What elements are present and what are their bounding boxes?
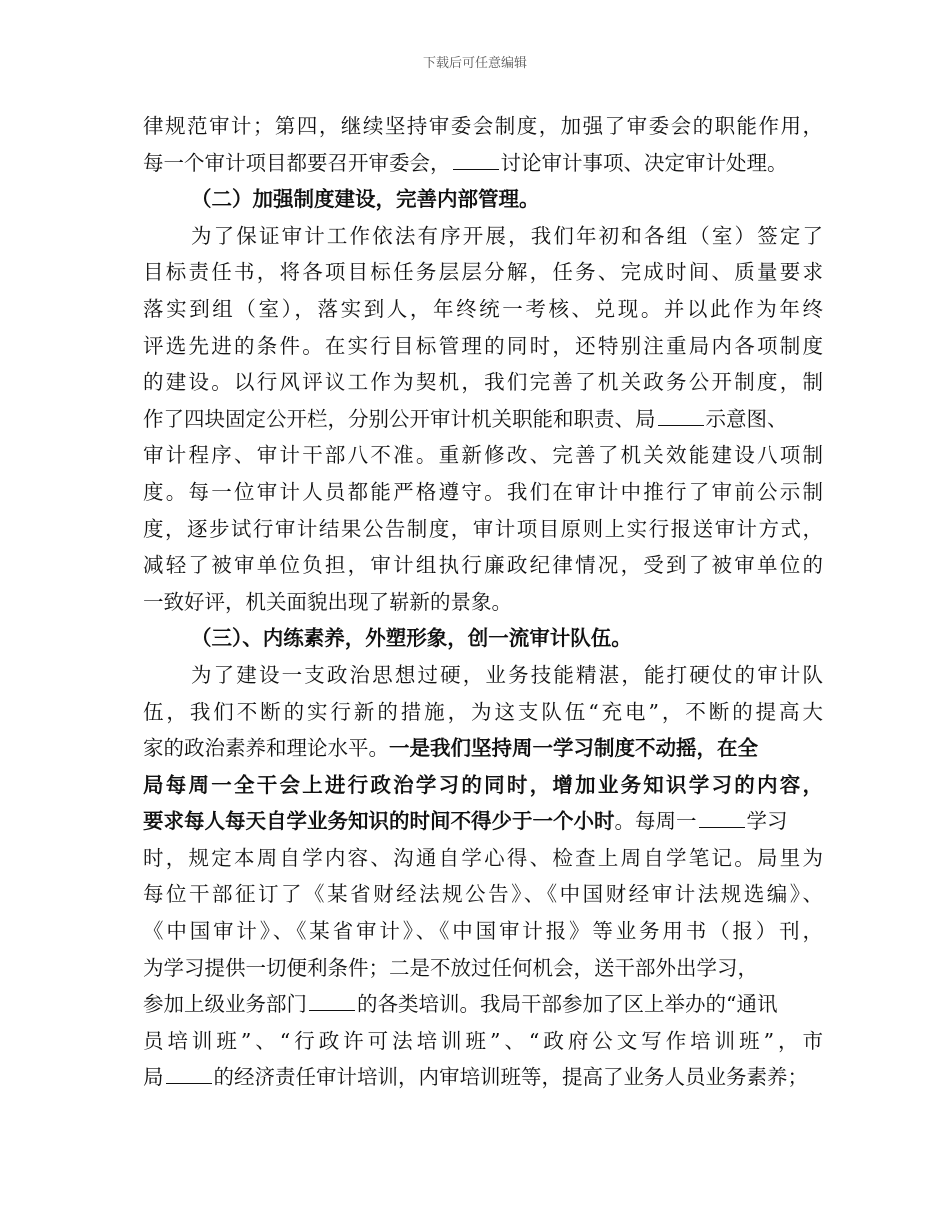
fill-blank [309, 992, 355, 1011]
bold-text: 一是我们坚持周一学习制度不动摇，在全 [389, 736, 758, 761]
text-line: 减轻了被审单位负担，审计组执行廉政纪律情况，受到了被审单位的 [143, 553, 823, 578]
section-heading-3: （三）、内练素养，外塑形象，创一流审计队伍。 [191, 626, 632, 651]
page-header: 下载后可任意编辑 [422, 56, 527, 71]
text-line: 家的政治素养和理论水平。一是我们坚持周一学习制度不动摇，在全 [143, 736, 758, 761]
text-line: 局 的经济责任审计培训，内审培训班等，提高了业务人员业务素养； [143, 1065, 808, 1090]
text-line: 一致好评，机关面貌出现了崭新的景象。 [143, 589, 512, 614]
text-line: 员培训班”、“行政许可法培训班”、“政府公文写作培训班”，市 [143, 1028, 823, 1053]
text-line: 度。每一位审计人员都能严格遵守。我们在审计中推行了审前公示制 [143, 479, 823, 504]
bold-text-line: 局每周一全干会上进行政治学习的同时，增加业务知识学习的内容， [143, 772, 823, 797]
text-line: 审计程序、审计干部八不准。重新修改、完善了机关效能建设八项制 [143, 443, 823, 468]
text-line: 参加上级业务部门 的各类培训。我局干部参加了区上举办的“通讯 [143, 992, 778, 1017]
text-line: 作了四块固定公开栏，分别公开审计机关职能和职责、局 示意图、 [143, 406, 788, 431]
text-line: 每位干部征订了《某省财经法规公告》、《中国财经审计法规选编》、 [143, 882, 823, 907]
fill-blank [166, 1065, 212, 1084]
fill-blank [658, 407, 704, 426]
text-line: 评选先进的条件。在实行目标管理的同时，还特别注重局内各项制度 [143, 333, 823, 358]
fill-blank [699, 809, 745, 828]
document-body [143, 108, 823, 1096]
text-line: 度，逐步试行审计结果公告制度，审计项目原则上实行报送审计方式， [143, 516, 823, 541]
text-line: 为了保证审计工作依法有序开展，我们年初和各组（室）签定了 [191, 223, 823, 248]
text-line: 《中国审计》、《某省审计》、《中国审计报》等业务用书（报）刊， [143, 919, 823, 944]
text-line: 律规范审计；第四，继续坚持审委会制度，加强了审委会的职能作用， [143, 114, 823, 138]
text-line: 目标责任书，将各项目标任务层层分解，任务、完成时间、质量要求 [143, 260, 823, 285]
section-heading-2: （二）加强制度建设，完善内部管理。 [191, 187, 540, 212]
text-line: 的建设。以行风评议工作为契机，我们完善了机关政务公开制度，制 [143, 370, 823, 395]
fill-blank [453, 151, 499, 170]
text-line: 落实到组（室），落实到人，年终统一考核、兑现。并以此作为年终 [143, 296, 823, 321]
text-line: 要求每人每天自学业务知识的时间不得少于一个小时。每周一 学习 [143, 809, 788, 834]
text-line: 伍，我们不断的实行新的措施，为这支队伍“充电”，不断的提高大 [143, 699, 823, 724]
text-line: 每一个审计项目都要召开审委会， 讨论审计事项、决定审计处理。 [143, 150, 788, 175]
text-line: 为学习提供一切便利条件；二是不放过任何机会，送干部外出学习， [143, 955, 758, 980]
text-line: 为了建设一支政治思想过硬，业务技能精湛，能打硬仗的审计队 [191, 662, 823, 687]
text-line: 时，规定本周自学内容、沟通自学心得、检查上周自学笔记。局里为 [143, 845, 823, 870]
